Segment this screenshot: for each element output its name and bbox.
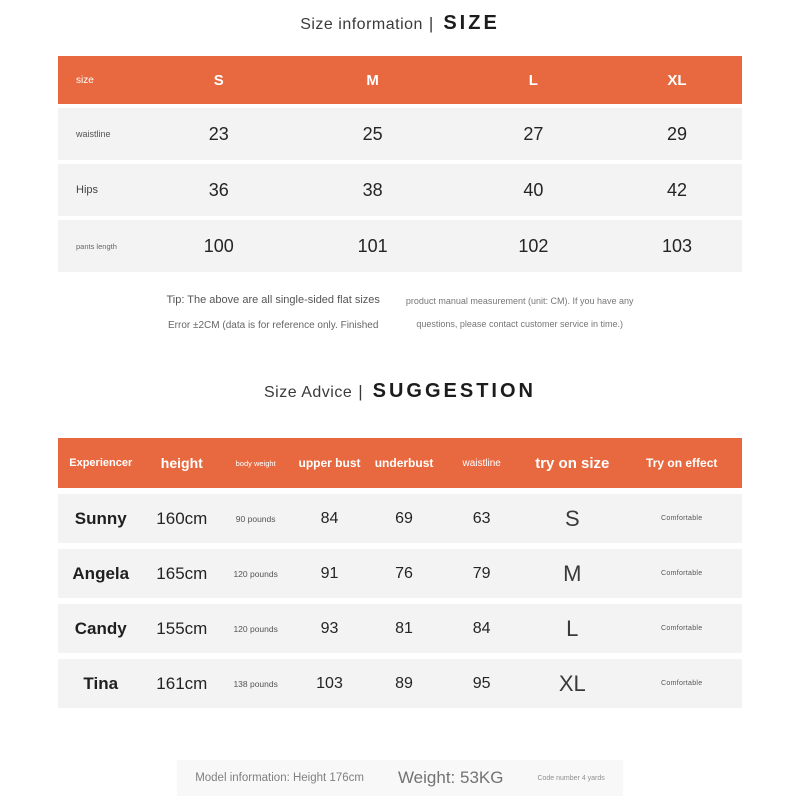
table-cell: 27 — [523, 123, 544, 144]
header-cell-l: L — [528, 71, 538, 89]
try-on-size-cell: S — [564, 505, 580, 531]
title-text: Size Advice — [264, 384, 353, 401]
table-cell: 103 — [661, 235, 692, 256]
size-table-header — [58, 56, 742, 104]
experiencer-cell: Sunny — [74, 508, 127, 528]
header-cell-experiencer: Experiencer — [69, 457, 133, 469]
table-cell: 23 — [208, 123, 229, 144]
try-on-effect-cell: Comfortable — [661, 625, 703, 632]
body-weight-cell: 138 pounds — [233, 678, 278, 689]
header-cell-xl: XL — [667, 71, 687, 89]
table-cell: 38 — [362, 179, 383, 200]
height-cell: 155cm — [156, 618, 208, 638]
waistline-cell: 79 — [472, 564, 491, 582]
underbust-cell: 81 — [395, 619, 413, 637]
model-weight-text: Weight: 53KG — [397, 768, 504, 787]
tip-line: questions, please contact customer service in time.) — [416, 319, 623, 329]
table-cell: 42 — [666, 179, 687, 200]
try-on-effect-cell: Comfortable — [661, 680, 703, 687]
waistline-cell: 63 — [472, 509, 491, 527]
table-cell: 101 — [357, 235, 388, 256]
table-cell: 29 — [666, 123, 687, 144]
table-cell: 102 — [518, 235, 549, 256]
height-cell: 165cm — [156, 563, 208, 583]
experiencer-cell: Tina — [83, 673, 119, 693]
tip-line: Error ±2CM (data is for reference only. Finished — [168, 320, 379, 331]
header-cell-waistline: waistline — [462, 457, 501, 469]
upper-bust-cell: 84 — [320, 509, 339, 527]
header-cell-try-on-size: try on size — [535, 454, 610, 472]
experiencer-cell: Angela — [72, 563, 130, 583]
title-text-bold: SIZE — [443, 12, 500, 34]
height-cell: 161cm — [156, 673, 208, 693]
header-cell-try-on-effect: Try on effect — [646, 456, 718, 470]
height-cell: 160cm — [156, 508, 208, 528]
size-advice-title — [0, 380, 800, 416]
table-cell: 36 — [208, 179, 229, 200]
size-table — [58, 56, 742, 272]
waistline-cell: 95 — [472, 674, 491, 692]
title-text: Size information — [300, 16, 423, 33]
suggestion-table-header — [58, 438, 742, 488]
code-number-text: Code number 4 yards — [537, 774, 605, 782]
body-weight-cell: 120 pounds — [233, 568, 278, 579]
tip-left-column — [167, 294, 380, 331]
try-on-size-cell: XL — [558, 670, 586, 696]
row-label: pants length — [76, 241, 117, 251]
waistline-cell: 84 — [472, 619, 491, 637]
table-cell: 25 — [362, 123, 383, 144]
measurement-tip — [0, 294, 800, 340]
table-cell: 100 — [203, 235, 234, 256]
model-info-strip — [177, 760, 623, 796]
header-cell-upper-bust: upper bust — [298, 456, 361, 470]
title-divider: | — [428, 14, 434, 33]
header-cell-body-weight: body weight — [235, 458, 276, 468]
upper-bust-cell: 103 — [316, 674, 343, 692]
try-on-size-cell: L — [566, 615, 579, 641]
table-row-sunny — [58, 494, 742, 543]
body-weight-cell: 120 pounds — [233, 623, 278, 634]
title-text-bold: SUGGESTION — [372, 380, 536, 402]
try-on-effect-cell: Comfortable — [661, 515, 703, 522]
size-information-title — [0, 0, 800, 42]
table-cell: 40 — [523, 179, 544, 200]
table-row-tina — [58, 659, 742, 708]
suggestion-table — [58, 438, 742, 708]
header-cell-s: S — [213, 71, 224, 89]
header-cell-size: size — [76, 74, 94, 86]
upper-bust-cell: 93 — [320, 619, 339, 637]
underbust-cell: 76 — [395, 564, 413, 582]
tip-line: Tip: The above are all single-sided flat sizes — [166, 294, 380, 306]
upper-bust-cell: 91 — [320, 564, 339, 582]
header-cell-height: height — [160, 455, 203, 471]
try-on-size-cell: M — [563, 560, 582, 586]
tip-right-column — [406, 294, 634, 329]
try-on-effect-cell: Comfortable — [661, 570, 703, 577]
header-cell-m: M — [366, 71, 379, 89]
table-row-angela — [58, 549, 742, 598]
table-row-hips — [58, 164, 742, 216]
table-row-pants-length — [58, 220, 742, 272]
title-divider: | — [358, 382, 363, 401]
model-info-footer — [0, 760, 800, 796]
experiencer-cell: Candy — [74, 618, 127, 638]
body-weight-cell: 90 pounds — [235, 513, 276, 524]
underbust-cell: 69 — [395, 509, 413, 527]
table-row-candy — [58, 604, 742, 653]
model-info-text: Model information: Height 176cm — [195, 772, 364, 784]
underbust-cell: 89 — [395, 674, 413, 692]
tip-line: product manual measurement (unit: CM). If you have any — [405, 296, 634, 306]
table-row-waistline — [58, 108, 742, 160]
row-label: Hips — [76, 184, 99, 196]
row-label: waistline — [76, 129, 111, 139]
header-cell-underbust: underbust — [374, 456, 434, 470]
